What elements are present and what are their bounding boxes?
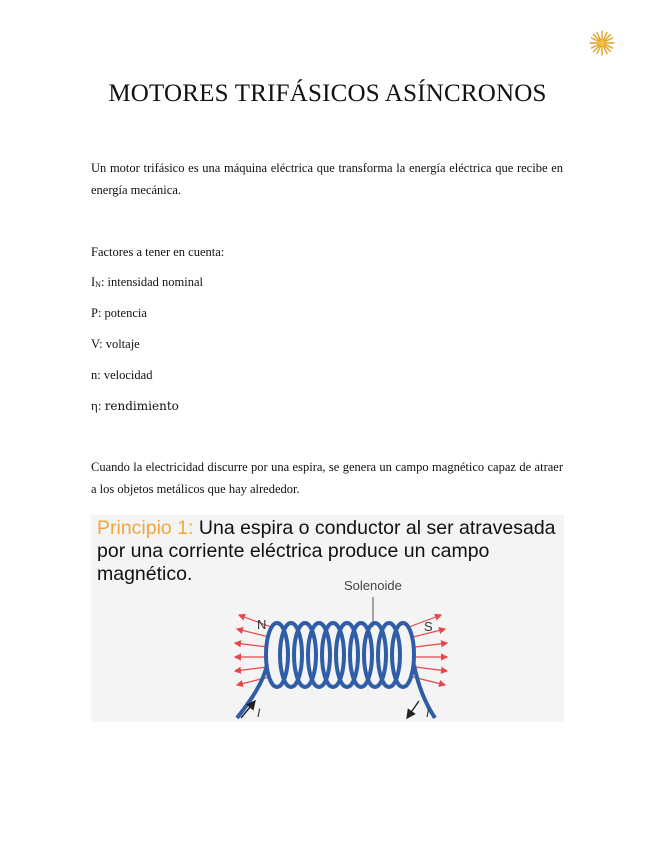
electricity-paragraph: Cuando la electricidad discurre por una espira, se genera un campo magnético capaz de atraer a los objetos metálicos que hay alrededor. — [91, 460, 563, 496]
south-pole-label: S — [424, 619, 433, 634]
figure-caption: Principio 1: Una espira o conductor al ser atravesada por una corriente eléctrica produce un campo magnético. — [97, 517, 556, 585]
factor-power: P: potencia — [91, 306, 147, 320]
current-label-left: I — [257, 706, 261, 720]
intro-paragraph: Un motor trifásico es una máquina eléctrica que transforma la energía eléctrica que recibe en energía mecánica. — [91, 161, 563, 197]
north-pole-label: N — [257, 617, 267, 632]
sun-ornament-icon — [589, 30, 615, 56]
solenoid-coil — [266, 623, 414, 687]
solenoid-figure — [91, 515, 564, 722]
page-title: MOTORES TRIFÁSICOS ASÍNCRONOS — [108, 80, 547, 107]
factor-efficiency: η: rendimiento — [91, 398, 179, 413]
current-label-right: I — [426, 706, 430, 720]
factor-speed: n: velocidad — [91, 368, 153, 382]
factor-voltage: V: voltaje — [91, 337, 140, 351]
factor-current: $I_N$: intensidad nominal — [91, 275, 204, 289]
solenoid-label: Solenoide — [344, 578, 402, 593]
factors-heading: Factores a tener en cuenta: — [91, 245, 225, 259]
